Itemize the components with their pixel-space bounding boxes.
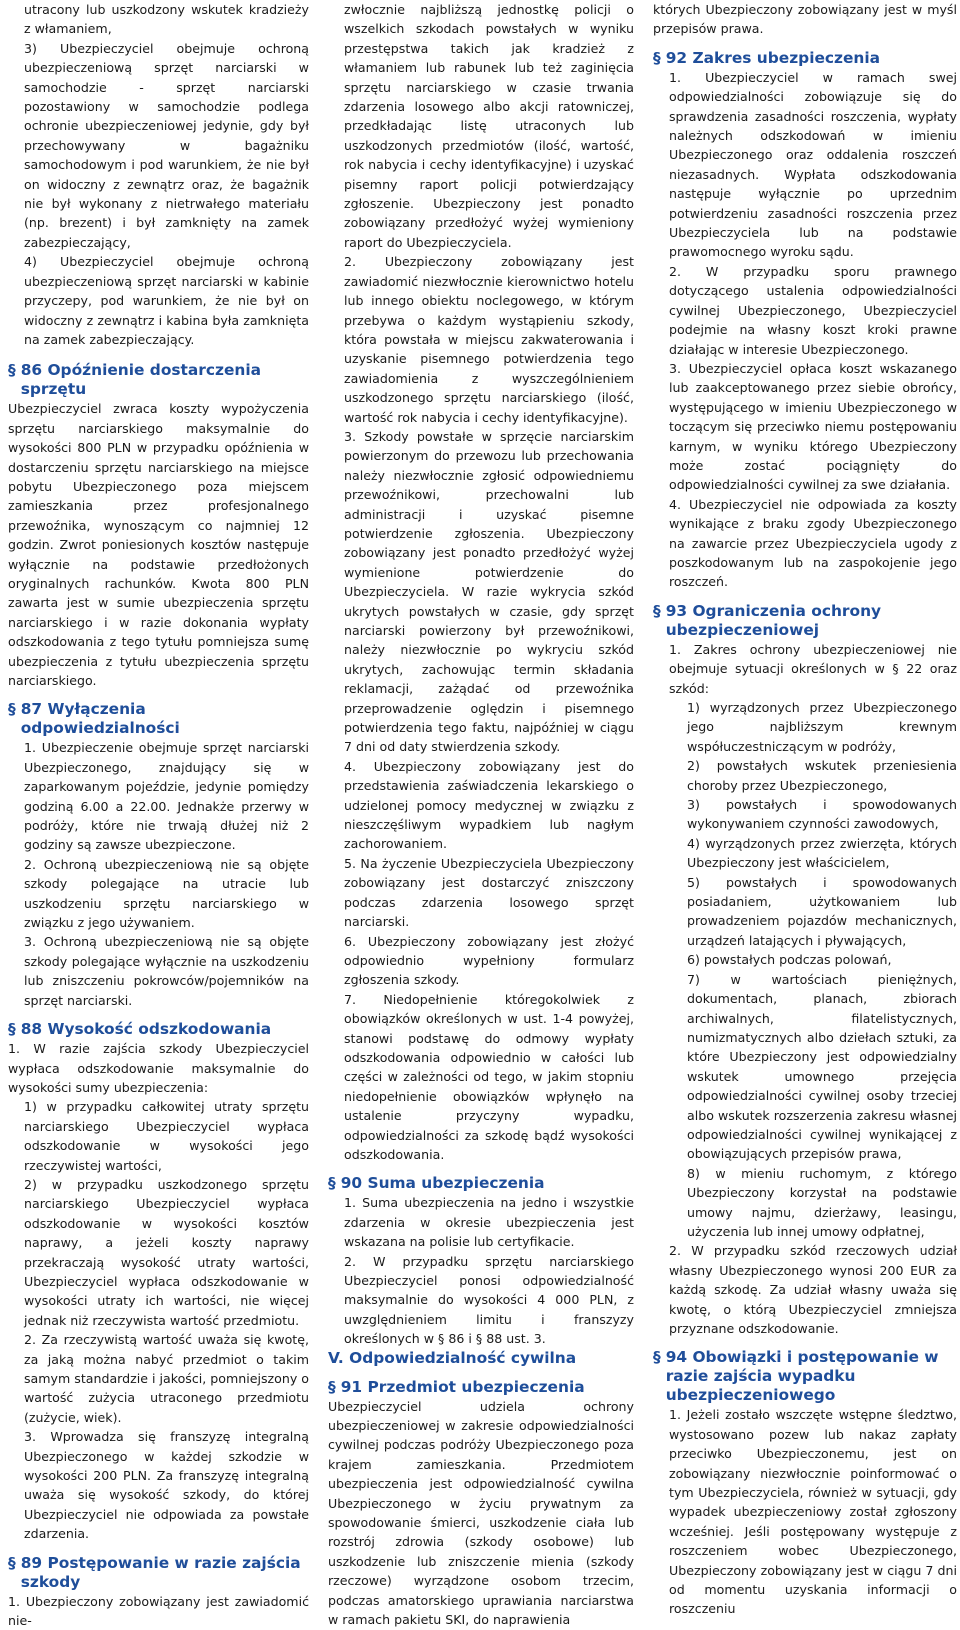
section-heading-91: § 91 Przedmiot ubezpieczenia	[328, 1377, 585, 1396]
section-mark: §	[8, 1020, 16, 1039]
text-paragraph: 1. Jeżeli zostało wszczęte wstępne śledztwo, wystosowano pozew lub nakaz zapłaty przeciwko Ubezpieczonemu, jest on zobowiązany niezwłocznie poinformować o tym Ubezpieczyciela, również w sytuacji, gdy wypadek ubezpieczeniowy został zgłoszony wcześniej. Jeśli postępowany występuje z roszczeniem wobec Ubezpieczonego, Ubezpieczony zobowiązany jest w ciągu 7 dni od momentu uzyskania informacji o roszczeniu	[669, 1407, 957, 1617]
section-mark: §	[653, 601, 661, 620]
text-paragraph: 3) powstałych i spowodowanych wykonywaniem czynności zawodowych,	[687, 797, 957, 832]
text-paragraph: 8) w mieniu ruchomym, z którego Ubezpieczony korzystał na podstawie umowy najmu, dzierżawy, leasingu, użyczenia lub innej umowy odpłatnej,	[687, 1165, 957, 1239]
text-paragraph: 1. Ubezpieczony zobowiązany jest zawiadomić nie-	[8, 1593, 309, 1629]
text-paragraph: 1. Ubezpieczenie obejmuje sprzęt narciarski Ubezpieczonego, znajdujący się w zaparkowanym pojeździe, jedynie pomiędzy godziną 6.00 a 22.00. Jednakże przerwy w podróży, które nie trwają dłużej niż 2 godziny są zawsze ubezpieczone.	[24, 740, 309, 853]
column-right	[653, 0, 957, 1619]
section-mark: §	[653, 1348, 661, 1367]
text-paragraph: 5. Na życzenie Ubezpieczyciela Ubezpieczony zobowiązany jest dostarczyć zniszczony podczas zdarzenia losowego sprzęt narciarski.	[344, 855, 634, 930]
chapter-heading: V. Odpowiedzialność cywilna	[328, 1348, 577, 1367]
text-paragraph: 2. Za rzeczywistą wartość uważa się kwotę, za jaką można nabyć przedmiot o takim samym standardzie i jakości, pomniejszony o wartość zużycia utraconego przedmiotu (zużycie, wiek).	[24, 1332, 309, 1425]
text-paragraph: 2. Ubezpieczony zobowiązany jest zawiadomić niezwłocznie kierownictwo hotelu lub innego obiektu noclegowego, w którym przebywa o każdym wystąpieniu szkody, która powstała w miejscu zakwaterowania i uzyskanie pisemnego potwierdzenia tego zawiadomienia z wyszczególnieniem uszkodzonego sprzętu narciarskiego (ilość, wartość rok nabycia i cechy identyfikacyjne).	[344, 254, 634, 425]
text-paragraph: zwłocznie najbliższą jednostkę policji o wszelkich szkodach powstałych w wyniku przestępstwa takich jak kradzież z włamaniem lub rabunek lub też zaginięcia sprzętu narciarskiego w czasie trwania zdarzenia losowego albo akcji ratowniczej, przedkładając listę utraconych lub uszkodzonych przedmiotów (ilość, wartość, rok nabycia i cechy identyfikacyjne) i uzyskać pisemny raport policji potwierdzający zgłoszenie. Ubezpieczony jest ponadto zobowiązany przedłożyć wyżej wymieniony raport do Ubezpieczyciela.	[344, 2, 634, 250]
text-paragraph: 4) wyrządzonych przez zwierzęta, których Ubezpieczony jest właścicielem,	[687, 835, 957, 871]
text-paragraph: 1. Suma ubezpieczenia na jedno i wszystkie zdarzenia w okresie ubezpieczenia jest wskazana na polisie lub certyfikacie.	[344, 1195, 634, 1250]
section-heading-87: § 87 Wyłączenia odpowiedzialności	[8, 700, 180, 738]
text-paragraph: 2) powstałych wskutek przeniesienia choroby przez Ubezpieczonego,	[687, 758, 957, 793]
text-paragraph: których Ubezpieczony zobowiązany jest w myśl przepisów prawa.	[653, 2, 957, 37]
section-heading-90: § 90 Suma ubezpieczenia	[328, 1174, 545, 1193]
text-paragraph: 4) Ubezpieczyciel obejmuje ochroną ubezpieczeniową sprzęt narciarski w kabinie przyczepy, pod warunkiem, że nie był on widoczny z zewnątrz i kabina była zamknięta na zamek zabezpieczający.	[24, 254, 309, 347]
text-paragraph: 1. W razie zajścia szkody Ubezpieczyciel wypłaca odszkodowanie maksymalnie do wysokości sumy ubezpieczenia:	[8, 1041, 309, 1095]
column-left	[8, 0, 309, 1630]
section-mark: §	[8, 361, 16, 380]
text-paragraph: 1. Zakres ochrony ubezpieczeniowej nie obejmuje sytuacji określonych w § 22 oraz szkód:	[669, 641, 957, 696]
text-paragraph: 6. Ubezpieczony zobowiązany jest złożyć odpowiednio wypełniony formularz zgłoszenia szkody.	[344, 933, 634, 988]
section-heading-92: § 92 Zakres ubezpieczenia	[653, 48, 881, 67]
text-paragraph: 2. Ochroną ubezpieczeniową nie są objęte szkody polegające na utracie lub uszkodzeniu sprzętu narciarskiego w związku z jego używaniem.	[24, 856, 309, 931]
section-heading-89: § 89 Postępowanie w razie zajścia szkody	[8, 1553, 301, 1591]
column-middle	[328, 0, 634, 1630]
section-heading-86: § 86 Opóźnienie dostarczenia sprzętu	[8, 361, 262, 399]
section-mark: §	[8, 1553, 16, 1572]
section-mark: §	[328, 1174, 336, 1193]
text-paragraph: 3. Ochroną ubezpieczeniową nie są objęte szkody polegające wyłącznie na uszkodzeniu lub zniszczeniu pokrowców/pojemników na sprzęt narciarski.	[24, 934, 309, 1008]
text-paragraph: 3. Szkody powstałe w sprzęcie narciarskim powierzonym do przewozu lub przechowania należy niezwłocznie zgłosić odpowiedniemu przewoźnikowi, przechowalni lub administracji i uzyskać pisemne potwierdzenie zgłoszenia. Ubezpieczony zobowiązany jest ponadto przedłożyć wyżej wymienione potwierdzenie do Ubezpieczyciela. W razie wykrycia szkód ukrytych powstałych w czasie, gdy sprzęt narciarski powierzony był przewoźnikowi, należy niezwłocznie po wykryciu szkód ukrytych, zachowując termin składania reklamacji, zażądać od przewoźnika przeprowadzenie oględzin i pisemnego potwierdzenia tego faktu, najpóźniej w ciągu 7 dni od daty stwierdzenia szkody.	[344, 428, 634, 755]
text-paragraph: 2. W przypadku szkód rzeczowych udział własny Ubezpieczonego wynosi 200 EUR za każdą szkodę. Za udział własny uważa się kwotę, o którą Ubezpieczyciel zmniejsza przyznane odszkodowanie.	[669, 1243, 957, 1336]
text-paragraph: 3. Wprowadza się franszyzę integralną Ubezpieczonego w każdej szkodzie w wysokości 200 PLN. Za franszyzę integralną uważa się wysokość szkody, do której Ubezpieczyciel nie odpowiada za powstałe zdarzenia.	[24, 1429, 309, 1542]
section-mark: §	[328, 1377, 336, 1396]
text-paragraph: 1) wyrządzonych przez Ubezpieczonego jego najbliższym krewnym współuczestniczącym w podróży,	[687, 700, 957, 754]
section-mark: §	[8, 700, 16, 719]
text-paragraph: 7) w wartościach pieniężnych, dokumentach, planach, zbiorach archiwalnych, filatelistycznych, numizmatycznych albo dziełach sztuki, za które Ubezpieczony jest odpowiedzialny wskutek umownego przejęcia odpowiedzialności cywilnej osoby trzeciej albo wskutek rozszerzenia zakresu własnej odpowiedzialności cywilnej wynikającej z obowiązujących przepisów prawa,	[687, 971, 957, 1162]
text-paragraph: 4. Ubezpieczyciel nie odpowiada za koszty wynikające z braku zgody Ubezpieczonego na zawarcie przez Ubezpieczyciela ugody z poszkodowanym lub na zaspokojenie jego roszczeń.	[669, 496, 957, 590]
text-paragraph: 1. Ubezpieczyciel w ramach swej odpowiedzialności zobowiązuje się do sprawdzenia zasadności roszczenia, wypłaty należnych odszkodowań w imieniu Ubezpieczonego oraz oddalenia roszczeń niezasadnych. Wypłata odszkodowania następuje wyłącznie po uprzednim potwierdzeniu zasadności roszczenia przez Ubezpieczyciela lub na podstawie prawomocnego wyroku sądu.	[669, 69, 957, 260]
text-paragraph: 7. Niedopełnienie któregokolwiek z obowiązków określonych w ust. 1-4 powyżej, stanowi podstawę do odmowy wypłaty odszkodowania odpowiednio w całości lub części w zależności od tego, w jakim stopniu niedopełnienie obowiązków wpłynęło na ustalenie przyczyny wypadku, odpowiedzialności za szkodę bądź wysokości odszkodowania.	[344, 991, 634, 1162]
text-paragraph: Ubezpieczyciel zwraca koszty wypożyczenia sprzętu narciarskiego maksymalnie do wysokości 800 PLN w przypadku opóźnienia w dostarczeniu sprzętu narciarskiego na miejsce pobytu Ubezpieczonego poza miejscem zamieszkania przez profesjonalnego przewoźnika, wynoszącym co najmniej 12 godzin. Zwrot poniesionych kosztów następuje wyłącznie na podstawie przedłożonych oryginalnych rachunków. Kwota 800 PLN zawarta jest w sumie ubezpieczenia sprzętu narciarskiego i w razie dokonania wypłaty odszkodowania z tego tytułu pomniejsza sumę ubezpieczenia z tytułu ubezpieczenia sprzętu narciarskiego.	[8, 401, 309, 688]
text-paragraph: 1) w przypadku całkowitej utraty sprzętu narciarskiego Ubezpieczyciel wypłaca odszkodowanie w wysokości jego rzeczywistej wartości,	[24, 1099, 309, 1173]
section-heading-93: § 93 Ograniczenia ochrony ubezpieczeniowej	[653, 601, 882, 639]
section-heading-88: § 88 Wysokość odszkodowania	[8, 1020, 272, 1039]
text-paragraph: 4. Ubezpieczony zobowiązany jest do przedstawienia zaświadczenia lekarskiego o udzielonej pomocy medycznej w związku z nieszczęśliwym wypadkiem lub nagłym zachorowaniem.	[344, 758, 634, 852]
text-paragraph: 5) powstałych i spowodowanych posiadaniem, użytkowaniem lub prowadzeniem pojazdów mechanicznych, urządzeń latających i pływających,	[687, 874, 957, 948]
text-paragraph: 3) Ubezpieczyciel obejmuje ochroną ubezpieczeniową sprzęt narciarski w samochodzie - sprzęt narciarski pozostawiony w samochodzie podlega ochronie ubezpieczeniowej jedynie, gdy był przechowywany w bagażniku samochodowym i pod warunkiem, że nie był on widoczny z zewnątrz oraz, że bagażnik nie był wykonany z nietrwałego materiału (np. brezent) i był zamknięty na zamek zabezpieczający,	[24, 40, 309, 250]
text-paragraph: 6) powstałych podczas polowań,	[687, 952, 892, 968]
text-paragraph: 3. Ubezpieczyciel opłaca koszt wskazanego lub zaakceptowanego przez siebie obrońcy, występującego w imieniu Ubezpieczonego w toczącym się przeciwko niemu postępowaniu karnym, w wyniku którego Ubezpieczony może zostać pociągnięty do odpowiedzialności cywilnej za swe działania.	[669, 360, 957, 493]
text-paragraph: Ubezpieczyciel udziela ochrony ubezpieczeniowej w zakresie odpowiedzialności cywilnej podczas podróży Ubezpieczonego poza krajem zamieszkania. Przedmiotem ubezpieczenia jest odpowiedzialność cywilna Ubezpieczonego w życiu prywatnym za spowodowanie śmierci, uszkodzenie ciała lub rozstrój zdrowia (szkody osobowe) lub uszkodzenie lub zniszczenie mienia (szkody rzeczowe) wyrządzone osobom trzecim, podczas amatorskiego uprawiania narciarstwa w ramach pakietu SKI, do naprawienia	[328, 1398, 634, 1628]
section-mark: §	[653, 48, 661, 67]
text-paragraph: 2. W przypadku sprzętu narciarskiego Ubezpieczyciel ponosi odpowiedzialność maksymalnie do wysokości 4 000 PLN, z uwzględnieniem limitu i franszyzy określonych w § 86 i § 88 ust. 3.	[344, 1253, 634, 1347]
text-paragraph: utracony lub uszkodzony wskutek kradzieży z włamaniem,	[24, 2, 309, 37]
section-heading-94: § 94 Obowiązki i postępowanie w razie zajścia wypadku ubezpieczeniowego	[653, 1348, 939, 1405]
text-paragraph: 2) w przypadku uszkodzonego sprzętu narciarskiego Ubezpieczyciel wypłaca odszkodowanie w wysokości kosztów naprawy, a jeżeli koszty naprawy przekraczają wysokość utraty wartości, Ubezpieczyciel wypłaca odszkodowanie w wysokości utraty ich wartości, nie więcej jednak niż rzeczywista wartość przedmiotu.	[24, 1176, 309, 1328]
text-paragraph: 2. W przypadku sporu prawnego dotyczącego ustalenia odpowiedzialności cywilnej Ubezpieczonego, Ubezpieczyciel podejmie na własny koszt kroki prawne działając w interesie Ubezpieczonego.	[669, 263, 957, 357]
